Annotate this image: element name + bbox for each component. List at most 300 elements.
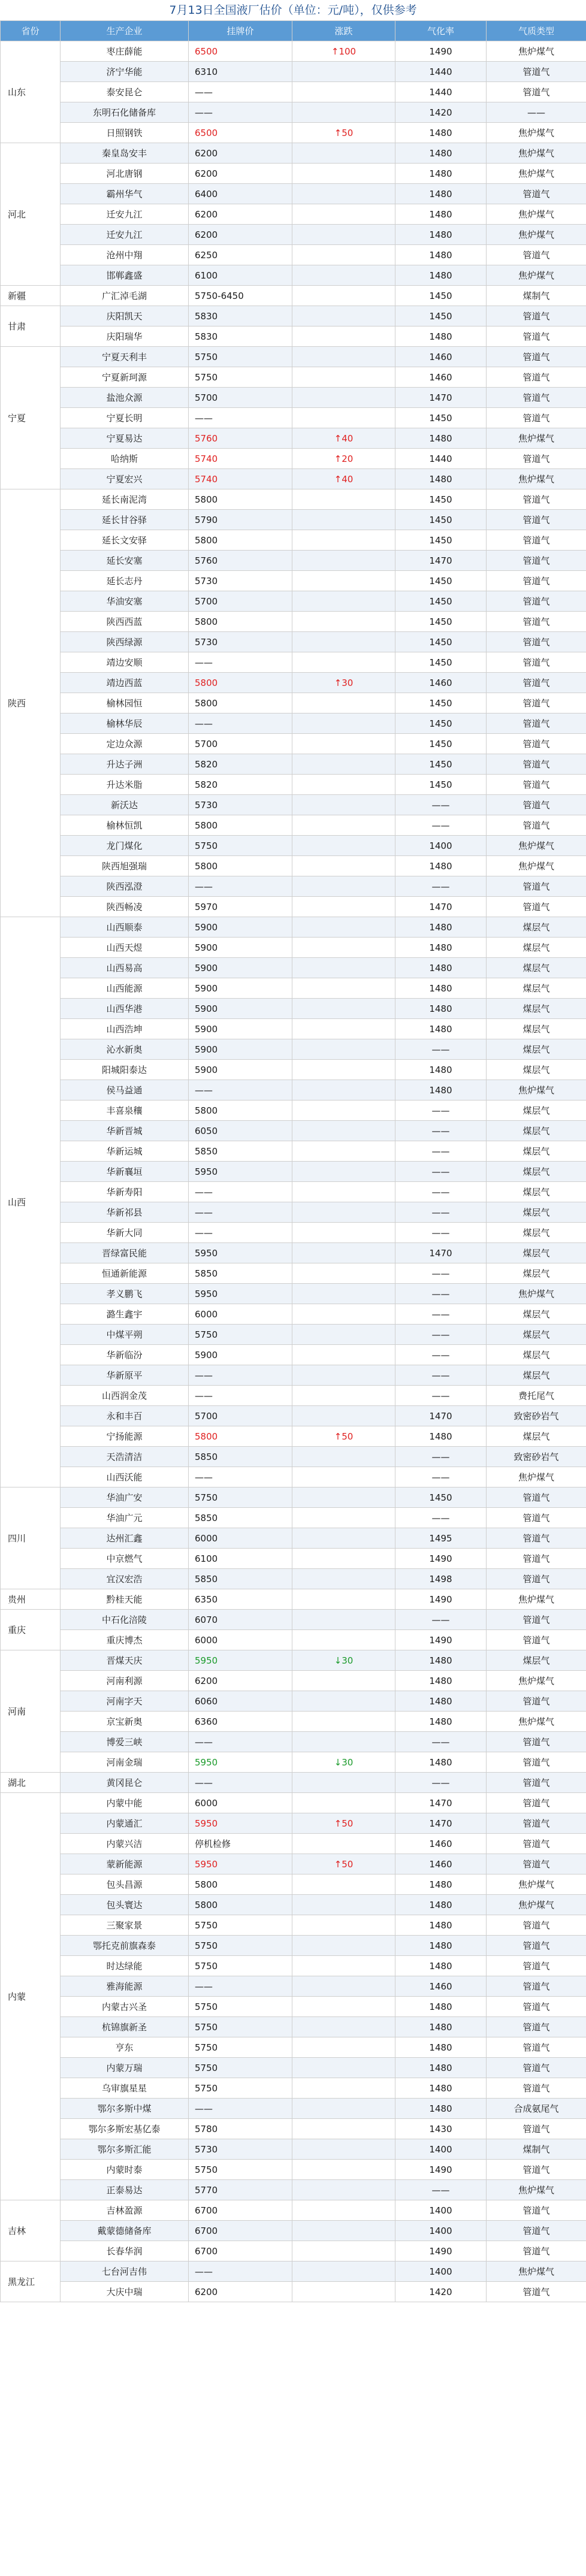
- change-cell: [292, 1732, 395, 1752]
- gasification-rate-cell: 1490: [395, 1549, 487, 1569]
- price-cell: ——: [189, 408, 292, 428]
- company-cell: 内蒙通汇: [61, 1813, 189, 1834]
- company-cell: 华新祁县: [61, 1202, 189, 1223]
- gas-type-cell: 管道气: [487, 571, 586, 591]
- company-cell: 内蒙万瑞: [61, 2058, 189, 2078]
- price-cell: ——: [189, 652, 292, 673]
- change-cell: [292, 1773, 395, 1793]
- gas-type-cell: 管道气: [487, 652, 586, 673]
- price-cell: 5950: [189, 1650, 292, 1671]
- company-cell: 河南利源: [61, 1671, 189, 1691]
- change-cell: [292, 286, 395, 306]
- table-row: [1, 326, 586, 347]
- company-cell: 潞生鑫宇: [61, 1304, 189, 1325]
- table-row: [1, 734, 586, 754]
- gas-type-cell: 煤层气: [487, 1121, 586, 1141]
- company-cell: 宁夏长明: [61, 408, 189, 428]
- price-cell: 5750: [189, 2160, 292, 2180]
- gas-type-cell: 管道气: [487, 551, 586, 571]
- gas-type-cell: 管道气: [487, 62, 586, 82]
- company-cell: 迁安九江: [61, 204, 189, 225]
- change-cell: [292, 836, 395, 856]
- price-cell: 5830: [189, 306, 292, 326]
- table-row: [1, 1671, 586, 1691]
- price-cell: 5750: [189, 1997, 292, 2017]
- table-row: [1, 775, 586, 795]
- company-cell: 庆阳瑞华: [61, 326, 189, 347]
- gas-type-cell: 管道气: [487, 591, 586, 612]
- gasification-rate-cell: 1470: [395, 551, 487, 571]
- gas-type-cell: 管道气: [487, 632, 586, 652]
- gas-type-cell: 管道气: [487, 673, 586, 693]
- change-cell: [292, 347, 395, 367]
- company-cell: 博爱三峡: [61, 1732, 189, 1752]
- gasification-rate-cell: 1480: [395, 1997, 487, 2017]
- gasification-rate-cell: 1440: [395, 62, 487, 82]
- table-row: [1, 1854, 586, 1874]
- change-cell: [292, 1487, 395, 1508]
- gas-type-cell: 管道气: [487, 2017, 586, 2037]
- gas-type-cell: 管道气: [487, 754, 586, 775]
- change-cell: [292, 1080, 395, 1100]
- table-row: [1, 1284, 586, 1304]
- change-cell: [292, 1508, 395, 1528]
- change-cell: [292, 225, 395, 245]
- gas-type-cell: 煤层气: [487, 1060, 586, 1080]
- price-cell: 6200: [189, 204, 292, 225]
- gasification-rate-cell: ——: [395, 1141, 487, 1162]
- company-cell: 华新寿阳: [61, 1182, 189, 1202]
- company-cell: 长春华润: [61, 2241, 189, 2261]
- table-row: [1, 1589, 586, 1610]
- gas-type-cell: 致密砂岩气: [487, 1406, 586, 1426]
- price-cell: 6200: [189, 164, 292, 184]
- change-cell: [292, 1141, 395, 1162]
- company-cell: 华油广安: [61, 1487, 189, 1508]
- gas-type-cell: 管道气: [487, 2282, 586, 2302]
- company-cell: 重庆博杰: [61, 1630, 189, 1650]
- table-row: [1, 469, 586, 489]
- company-cell: 宁夏新珂源: [61, 367, 189, 388]
- change-cell: [292, 1284, 395, 1304]
- company-cell: 山西易高: [61, 958, 189, 978]
- gasification-rate-cell: 1470: [395, 1813, 487, 1834]
- company-cell: 包头昌源: [61, 1874, 189, 1895]
- company-cell: 山西华港: [61, 999, 189, 1019]
- gas-type-cell: 管道气: [487, 693, 586, 713]
- gas-type-cell: 煤层气: [487, 1345, 586, 1365]
- change-cell: [292, 917, 395, 938]
- company-cell: 鄂尔多斯汇能: [61, 2139, 189, 2160]
- gas-type-cell: 焦炉煤气: [487, 1284, 586, 1304]
- gas-type-cell: 管道气: [487, 82, 586, 102]
- price-cell: ——: [189, 876, 292, 897]
- province-cell: 新疆: [1, 286, 61, 306]
- table-row: [1, 571, 586, 591]
- company-cell: 鄂托克前旗森泰: [61, 1936, 189, 1956]
- gasification-rate-cell: 1480: [395, 143, 487, 164]
- gas-type-cell: 煤制气: [487, 286, 586, 306]
- gas-type-cell: 煤层气: [487, 917, 586, 938]
- gas-type-cell: 管道气: [487, 1610, 586, 1630]
- table-row: [1, 2078, 586, 2099]
- price-cell: 5750: [189, 347, 292, 367]
- province-cell: 宁夏: [1, 347, 61, 489]
- gasification-rate-cell: 1480: [395, 1060, 487, 1080]
- table-row: [1, 286, 586, 306]
- gasification-rate-cell: ——: [395, 1284, 487, 1304]
- price-cell: 5800: [189, 612, 292, 632]
- company-cell: 内蒙古兴圣: [61, 1997, 189, 2017]
- gasification-rate-cell: 1460: [395, 367, 487, 388]
- province-cell: 河北: [1, 143, 61, 286]
- company-cell: 三聚家景: [61, 1915, 189, 1936]
- company-cell: 山西沃能: [61, 1467, 189, 1487]
- price-cell: ——: [189, 1202, 292, 1223]
- price-cell: 6250: [189, 245, 292, 265]
- gasification-rate-cell: 1450: [395, 408, 487, 428]
- table-row: [1, 184, 586, 204]
- change-cell: ↑30: [292, 673, 395, 693]
- table-row: [1, 1793, 586, 1813]
- change-cell: [292, 102, 395, 123]
- table-row: [1, 306, 586, 326]
- table-row: [1, 1650, 586, 1671]
- price-cell: 6500: [189, 41, 292, 62]
- gas-type-cell: 焦炉煤气: [487, 1895, 586, 1915]
- company-cell: 靖边安顺: [61, 652, 189, 673]
- company-cell: 沧州中翔: [61, 245, 189, 265]
- change-cell: [292, 795, 395, 815]
- gasification-rate-cell: 1460: [395, 347, 487, 367]
- table-row: [1, 551, 586, 571]
- price-cell: ——: [189, 1080, 292, 1100]
- price-cell: 6400: [189, 184, 292, 204]
- price-cell: 6050: [189, 1121, 292, 1141]
- gasification-rate-cell: 1480: [395, 1936, 487, 1956]
- company-cell: 华油广元: [61, 1508, 189, 1528]
- change-cell: [292, 713, 395, 734]
- price-cell: 5850: [189, 1141, 292, 1162]
- gas-type-cell: 管道气: [487, 1997, 586, 2017]
- table-row: [1, 754, 586, 775]
- gas-type-cell: 煤层气: [487, 1650, 586, 1671]
- price-cell: ——: [189, 1182, 292, 1202]
- gasification-rate-cell: 1480: [395, 2058, 487, 2078]
- gasification-rate-cell: 1400: [395, 2139, 487, 2160]
- table-row: [1, 1202, 586, 1223]
- change-cell: [292, 1202, 395, 1223]
- gas-type-cell: 管道气: [487, 795, 586, 815]
- gas-type-cell: 管道气: [487, 1915, 586, 1936]
- change-cell: [292, 2160, 395, 2180]
- gasification-rate-cell: 1450: [395, 591, 487, 612]
- gasification-rate-cell: 1480: [395, 1712, 487, 1732]
- company-cell: 宁夏天利丰: [61, 347, 189, 367]
- gas-type-cell: 焦炉煤气: [487, 225, 586, 245]
- gas-type-cell: 煤层气: [487, 1365, 586, 1386]
- table-row: [1, 713, 586, 734]
- change-cell: [292, 2078, 395, 2099]
- price-cell: 5900: [189, 999, 292, 1019]
- change-cell: [292, 408, 395, 428]
- table-row: [1, 1243, 586, 1263]
- gas-type-cell: 管道气: [487, 897, 586, 917]
- change-cell: [292, 1671, 395, 1691]
- table-row: [1, 1813, 586, 1834]
- table-row: [1, 2119, 586, 2139]
- gas-type-cell: 管道气: [487, 1630, 586, 1650]
- change-cell: [292, 938, 395, 958]
- table-row: [1, 958, 586, 978]
- table-row: [1, 1732, 586, 1752]
- price-cell: 5820: [189, 775, 292, 795]
- company-cell: 黔桂天能: [61, 1589, 189, 1610]
- gasification-rate-cell: 1480: [395, 1671, 487, 1691]
- gasification-rate-cell: 1400: [395, 836, 487, 856]
- gas-type-cell: 管道气: [487, 2058, 586, 2078]
- change-cell: [292, 1976, 395, 1997]
- gas-type-cell: 管道气: [487, 245, 586, 265]
- table-row: [1, 2221, 586, 2241]
- price-cell: 5800: [189, 856, 292, 876]
- gasification-rate-cell: 1450: [395, 286, 487, 306]
- company-cell: 永和丰百: [61, 1406, 189, 1426]
- company-cell: 孝义鹏飞: [61, 1284, 189, 1304]
- company-cell: 鄂尔多斯中煤: [61, 2099, 189, 2119]
- table-row: [1, 2180, 586, 2200]
- gasification-rate-cell: ——: [395, 1610, 487, 1630]
- price-cell: 5900: [189, 1060, 292, 1080]
- company-cell: 秦皇岛安丰: [61, 143, 189, 164]
- gas-type-cell: 焦炉煤气: [487, 2261, 586, 2282]
- gas-type-cell: 管道气: [487, 1936, 586, 1956]
- company-cell: 华新晋城: [61, 1121, 189, 1141]
- gasification-rate-cell: ——: [395, 2180, 487, 2200]
- price-cell: 6200: [189, 1671, 292, 1691]
- gasification-rate-cell: 1480: [395, 1895, 487, 1915]
- price-cell: ——: [189, 2261, 292, 2282]
- price-cell: 5760: [189, 551, 292, 571]
- company-cell: 包头寰达: [61, 1895, 189, 1915]
- change-cell: [292, 1223, 395, 1243]
- change-cell: [292, 571, 395, 591]
- gas-type-cell: 管道气: [487, 2160, 586, 2180]
- change-cell: [292, 2282, 395, 2302]
- gasification-rate-cell: 1490: [395, 2160, 487, 2180]
- company-cell: 邯郸鑫盛: [61, 265, 189, 286]
- price-cell: 5730: [189, 571, 292, 591]
- gas-type-cell: 管道气: [487, 612, 586, 632]
- gas-type-cell: 管道气: [487, 1752, 586, 1773]
- gasification-rate-cell: 1498: [395, 1569, 487, 1589]
- province-cell: 黑龙江: [1, 2261, 61, 2302]
- price-cell: 5830: [189, 326, 292, 347]
- gas-type-cell: 煤层气: [487, 1223, 586, 1243]
- change-cell: [292, 1447, 395, 1467]
- change-cell: [292, 1874, 395, 1895]
- table-row: [1, 489, 586, 510]
- company-cell: 亨东: [61, 2037, 189, 2058]
- gasification-rate-cell: ——: [395, 1039, 487, 1060]
- page-title: 7月13日全国液厂估价（单位：元/吨），仅供参考: [169, 4, 417, 17]
- change-cell: ↑20: [292, 449, 395, 469]
- gasification-rate-cell: 1450: [395, 489, 487, 510]
- price-cell: 5800: [189, 489, 292, 510]
- gas-type-cell: 管道气: [487, 2221, 586, 2241]
- province-cell: 贵州: [1, 1589, 61, 1610]
- gas-type-cell: 管道气: [487, 2200, 586, 2221]
- gas-type-cell: 焦炉煤气: [487, 41, 586, 62]
- gasification-rate-cell: 1450: [395, 652, 487, 673]
- company-cell: 晋煤天庆: [61, 1650, 189, 1671]
- price-cell: 5800: [189, 693, 292, 713]
- change-cell: [292, 1630, 395, 1650]
- gas-type-cell: 管道气: [487, 1732, 586, 1752]
- table-row: [1, 82, 586, 102]
- table-row: [1, 612, 586, 632]
- gasification-rate-cell: 1480: [395, 2099, 487, 2119]
- table-row: [1, 1080, 586, 1100]
- header-price: 挂牌价: [189, 21, 292, 41]
- province-cell: 四川: [1, 1487, 61, 1589]
- gasification-rate-cell: 1480: [395, 225, 487, 245]
- change-cell: [292, 1121, 395, 1141]
- gasification-rate-cell: 1400: [395, 2221, 487, 2241]
- change-cell: [292, 734, 395, 754]
- gas-type-cell: 管道气: [487, 815, 586, 836]
- gasification-rate-cell: 1460: [395, 1976, 487, 1997]
- company-cell: 宜汉宏浩: [61, 1569, 189, 1589]
- price-cell: 5800: [189, 1100, 292, 1121]
- change-cell: [292, 1039, 395, 1060]
- change-cell: [292, 489, 395, 510]
- price-cell: 5750: [189, 1915, 292, 1936]
- change-cell: [292, 265, 395, 286]
- gas-type-cell: 管道气: [487, 530, 586, 551]
- gas-type-cell: 焦炉煤气: [487, 1589, 586, 1610]
- gasification-rate-cell: 1450: [395, 510, 487, 530]
- price-cell: 6100: [189, 1549, 292, 1569]
- gasification-rate-cell: 1480: [395, 1874, 487, 1895]
- change-cell: [292, 1345, 395, 1365]
- change-cell: ↑40: [292, 428, 395, 449]
- price-cell: 5950: [189, 1813, 292, 1834]
- company-cell: 新沃达: [61, 795, 189, 815]
- company-cell: 山西能源: [61, 978, 189, 999]
- change-cell: [292, 1589, 395, 1610]
- change-cell: [292, 591, 395, 612]
- gasification-rate-cell: 1480: [395, 204, 487, 225]
- price-cell: 5750: [189, 1936, 292, 1956]
- price-table: [0, 20, 586, 2302]
- price-cell: 6070: [189, 1610, 292, 1630]
- company-cell: 延长甘谷驿: [61, 510, 189, 530]
- price-cell: 5850: [189, 1508, 292, 1528]
- province-cell: 吉林: [1, 2200, 61, 2261]
- change-cell: [292, 2058, 395, 2078]
- price-cell: 5730: [189, 2139, 292, 2160]
- gas-type-cell: 管道气: [487, 2119, 586, 2139]
- gasification-rate-cell: 1470: [395, 897, 487, 917]
- gas-type-cell: 管道气: [487, 1549, 586, 1569]
- table-row: [1, 2099, 586, 2119]
- province-cell: 重庆: [1, 1610, 61, 1650]
- gasification-rate-cell: 1480: [395, 1019, 487, 1039]
- company-cell: 华新临汾: [61, 1345, 189, 1365]
- change-cell: [292, 652, 395, 673]
- price-cell: 5780: [189, 2119, 292, 2139]
- table-row: [1, 428, 586, 449]
- price-cell: 5800: [189, 673, 292, 693]
- gas-type-cell: 管道气: [487, 1569, 586, 1589]
- gas-type-cell: 煤层气: [487, 1426, 586, 1447]
- gas-type-cell: 管道气: [487, 347, 586, 367]
- price-cell: 5900: [189, 978, 292, 999]
- price-cell: ——: [189, 1386, 292, 1406]
- price-cell: ——: [189, 82, 292, 102]
- price-cell: 5820: [189, 754, 292, 775]
- gasification-rate-cell: 1490: [395, 41, 487, 62]
- company-cell: 延长志丹: [61, 571, 189, 591]
- table-row: [1, 1406, 586, 1426]
- company-cell: 中煤平朔: [61, 1325, 189, 1345]
- gas-type-cell: 管道气: [487, 713, 586, 734]
- change-cell: [292, 1528, 395, 1549]
- company-cell: 榆林恒凯: [61, 815, 189, 836]
- gasification-rate-cell: 1420: [395, 102, 487, 123]
- gas-type-cell: 管道气: [487, 1528, 586, 1549]
- price-cell: 6700: [189, 2221, 292, 2241]
- price-cell: ——: [189, 713, 292, 734]
- price-cell: 5750: [189, 1487, 292, 1508]
- company-cell: 华新运城: [61, 1141, 189, 1162]
- company-cell: 达州汇鑫: [61, 1528, 189, 1549]
- gasification-rate-cell: 1480: [395, 958, 487, 978]
- company-cell: 济宁华能: [61, 62, 189, 82]
- table-row: [1, 1039, 586, 1060]
- province-cell: 河南: [1, 1650, 61, 1773]
- table-body: [1, 41, 586, 2302]
- province-cell: 陕西: [1, 489, 61, 917]
- gas-type-cell: 焦炉煤气: [487, 1671, 586, 1691]
- price-cell: 5750: [189, 2037, 292, 2058]
- price-cell: 6200: [189, 2282, 292, 2302]
- price-cell: 5750: [189, 2017, 292, 2037]
- table-row: [1, 632, 586, 652]
- change-cell: [292, 876, 395, 897]
- change-cell: ↑50: [292, 1426, 395, 1447]
- table-row: [1, 1752, 586, 1773]
- price-cell: 6200: [189, 225, 292, 245]
- table-row: [1, 978, 586, 999]
- change-cell: [292, 815, 395, 836]
- gas-type-cell: 焦炉煤气: [487, 1080, 586, 1100]
- change-cell: [292, 1182, 395, 1202]
- company-cell: 山西润金茂: [61, 1386, 189, 1406]
- table-row: [1, 1365, 586, 1386]
- table-row: [1, 102, 586, 123]
- change-cell: [292, 1019, 395, 1039]
- gas-type-cell: 煤层气: [487, 1304, 586, 1325]
- gasification-rate-cell: 1450: [395, 571, 487, 591]
- change-cell: [292, 2139, 395, 2160]
- gas-type-cell: 管道气: [487, 775, 586, 795]
- company-cell: 陕西西蓝: [61, 612, 189, 632]
- change-cell: [292, 184, 395, 204]
- change-cell: [292, 1834, 395, 1854]
- province-cell: 内蒙: [1, 1793, 61, 2200]
